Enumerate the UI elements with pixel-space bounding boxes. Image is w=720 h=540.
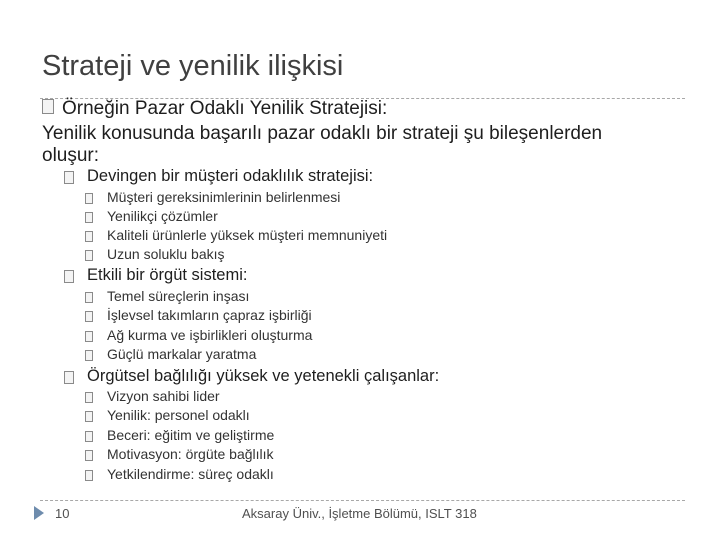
list-item (0, 446, 700, 464)
slide-title: Strateji ve yenilik ilişkisi (42, 50, 344, 82)
bullet-box-icon (85, 350, 93, 361)
list-item-text: Yenilik: personel odaklı (107, 407, 250, 423)
bullet-box-icon (85, 431, 93, 442)
list-item-text: Ağ kurma ve işbirlikleri oluşturma (107, 327, 313, 343)
bullet-box-icon (64, 171, 74, 184)
intro-line-3: oluşur: (42, 145, 100, 166)
list-item (0, 208, 700, 226)
bullet-box-icon (85, 193, 93, 204)
bullet-box-icon (64, 371, 74, 384)
bullet-box-icon (85, 212, 93, 223)
list-item-text: Uzun soluklu bakış (107, 246, 225, 262)
list-item-text: Beceri: eğitim ve geliştirme (107, 427, 275, 443)
list-item (0, 307, 700, 325)
section-heading (0, 367, 700, 389)
bullet-box-icon (42, 99, 54, 114)
list-item-text: Vizyon sahibi lider (107, 388, 220, 404)
section-heading (0, 266, 700, 288)
list-item (0, 346, 700, 364)
list-item-text: İşlevsel takımların çapraz işbirliği (107, 307, 312, 323)
list-item (0, 466, 700, 484)
slide-marker-arrow-icon (34, 506, 44, 520)
bullet-box-icon (85, 392, 93, 403)
bullet-box-icon (85, 311, 93, 322)
bullet-box-icon (85, 292, 93, 303)
bullet-box-icon (64, 270, 74, 283)
list-item-text: Kaliteli ürünlerle yüksek müşteri memnuniyeti (107, 227, 388, 243)
list-item (0, 288, 700, 306)
intro-line-2: Yenilik konusunda başarılı pazar odaklı bir strateji şu bileşenlerden (42, 123, 603, 144)
section-heading-text: Devingen bir müşteri odaklılık stratejisi: (87, 167, 374, 185)
list-item (0, 227, 700, 245)
list-item (0, 407, 700, 425)
list-item (0, 327, 700, 345)
list-item-text: Motivasyon: örgüte bağlılık (107, 446, 274, 462)
bullet-box-icon (85, 331, 93, 342)
page-number: 10 (55, 506, 70, 521)
section-heading-text: Etkili bir örgüt sistemi: (87, 266, 248, 284)
section-heading-text: Örgütsel bağlılığı yüksek ve yetenekli çalışanlar: (87, 367, 440, 385)
bullet-box-icon (85, 450, 93, 461)
bullet-box-icon (85, 231, 93, 242)
bullet-box-icon (85, 470, 93, 481)
list-item-text: Yenilikçi çözümler (107, 208, 218, 224)
list-item (0, 427, 700, 445)
list-item-text: Temel süreçlerin inşası (107, 288, 250, 304)
intro-bullet (42, 98, 387, 120)
list-item (0, 246, 700, 264)
bullet-box-icon (85, 411, 93, 422)
list-item-text: Güçlü markalar yaratma (107, 346, 257, 362)
list-item (0, 388, 700, 406)
footer-text: Aksaray Üniv., İşletme Bölümü, ISLT 318 (242, 506, 477, 521)
bullet-box-icon (85, 250, 93, 261)
footer-divider (40, 500, 685, 501)
list-item-text: Yetkilendirme: süreç odaklı (107, 466, 274, 482)
intro-line-1: Örneğin Pazar Odaklı Yenilik Stratejisi: (62, 98, 388, 119)
list-item-text: Müşteri gereksinimlerinin belirlenmesi (107, 189, 341, 205)
section-heading (0, 167, 700, 189)
list-item (0, 189, 700, 207)
